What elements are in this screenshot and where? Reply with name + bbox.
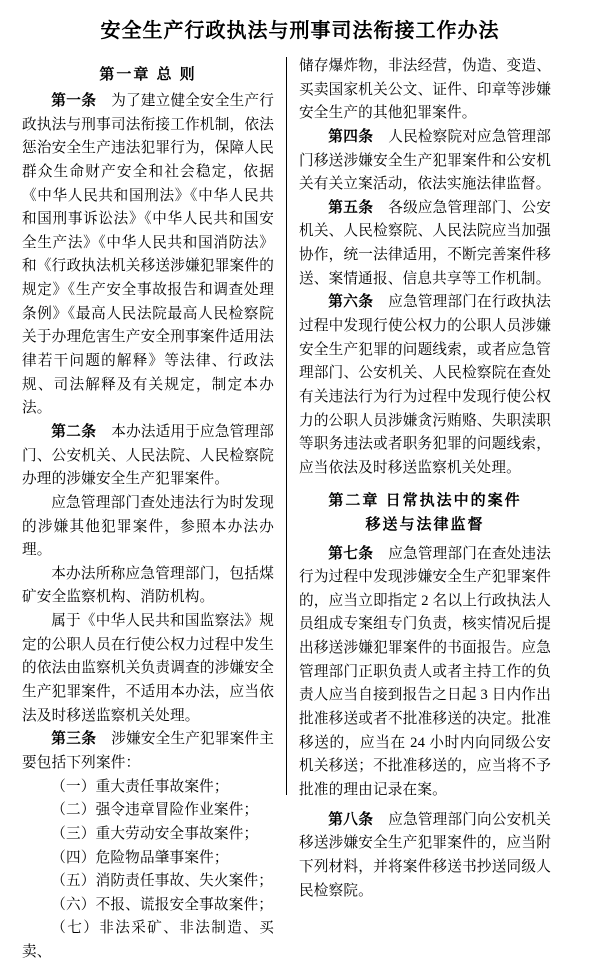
article-paragraph — [299, 197, 551, 292]
list-item: （二）强令违章冒险作业案件； — [51, 802, 259, 819]
article-paragraph — [22, 563, 274, 610]
chapter-heading-2-line1: 第二章 日常执法中的案件 — [328, 491, 522, 509]
article-label: 第七条 — [328, 545, 374, 562]
article-text: 人民检察院对应急管理部门移送涉嫌安全生产犯罪案件和公安机关有关立案活动，依法实施法律监督。 — [299, 128, 552, 193]
article-text: 本办法适用于应急管理部门、公安机关、人民法院、人民检察院办理的涉嫌安全生产犯罪案件。 — [22, 423, 275, 488]
two-column-body — [22, 55, 578, 961]
article-text: 本办法所称应急管理部门，包括煤矿安全监察机构、消防机构。 — [22, 565, 274, 606]
list-item: （六）不报、谎报安全事故案件； — [51, 896, 274, 913]
article-label: 第四条 — [328, 128, 374, 145]
list-item: （五）消防责任事故、失火案件； — [51, 873, 274, 890]
article-paragraph — [299, 543, 551, 803]
article-text: 各级应急管理部门、公安机关、人民检察院、人民法院应当加强协作，统一法律适用，不断完善案件移送、案情通报、信息共享等工作机制。 — [299, 199, 552, 287]
article-paragraph — [299, 809, 551, 904]
article-paragraph — [22, 610, 274, 728]
article-label: 第一条 — [51, 93, 97, 109]
article-text: 为了建立健全安全生产行政执法与刑事司法衔接工作机制，依法惩治安全生产违法犯罪行为，保障人民群众生命财产安全和社会稳定，依据《中华人民共和国刑法》《中华人民共和国刑事诉讼法》《中华人民共和国安全生产法》《中华人民共和国消防法》和《行政执法机关移送涉嫌犯罪案件的规定》《生产安全事故报告和调查处理条例》《最高人民法院最高人民检察院关于办理危害生产安全刑事案件适用法律若干问题的解释》等法律、行政法规、司法解释及有关规定，制定本办法。 — [22, 93, 275, 417]
article-text: 应急管理部门在查处违法行为过程中发现涉嫌安全生产犯罪案件的，应当立即指定 2 名以上行政执法人员组成专案组专门负责，核实情况后提出移送涉嫌犯罪案件的书面报告。应急管理部门正职负责人或者主持工作的负责人应当自接到报告之日起 3 日内作出批准移送或者不批准移送的决定。批准移送的，应当在 24 小时内向同级公安机关移送；不批准移送的，应当将不予批准的理由记录在案。 — [299, 545, 552, 798]
list-item: （三）重大劳动安全事故案件； — [51, 825, 259, 842]
chapter-heading-2 — [299, 489, 551, 537]
chapter-heading-1: 第一章 总 则 — [99, 66, 197, 83]
article-text: 涉嫌安全生产犯罪案件主要包括下列案件： — [22, 731, 275, 771]
article-label: 第六条 — [328, 294, 374, 311]
article-text: 应急管理部门向公安机关移送涉嫌安全生产犯罪案件的，应当附下列材料，并将案件移送书抄送同级人民检察院。 — [299, 811, 552, 899]
list-item: （七）非法采矿、非法制造、买卖、 — [22, 920, 274, 961]
right-column — [287, 55, 552, 899]
article-paragraph — [22, 421, 274, 492]
article-text: 应急管理部门查处违法行为时发现的涉嫌其他犯罪案件，参照本办法办理。 — [22, 494, 274, 559]
article-paragraph — [22, 90, 274, 421]
page-title: 安全生产行政执法与刑事司法衔接工作办法 — [100, 20, 500, 42]
article-label: 第八条 — [328, 811, 374, 828]
article-paragraph — [299, 291, 551, 480]
article-text: 应急管理部门在行政执法过程中发现行使公权力的公职人员涉嫌安全生产犯罪的问题线索，或者应急管理部门、公安机关、人民检察院在查处有关违法行为行为过程中发现行使公权力的公职人员涉嫌贪污贿赂、失职渎职等职务违法或者职务犯罪的问题线索，应当依法及时移送监察机关处理。 — [299, 294, 552, 476]
continuation-paragraph: 储存爆炸物，非法经营，伪造、变造、买卖国家机关公文、证件、印章等涉嫌安全生产的其他犯罪案件。 — [299, 58, 551, 122]
list-item: （四）危险物品肇事案件； — [51, 849, 229, 866]
article-paragraph — [22, 492, 274, 563]
left-column — [22, 55, 286, 961]
article-label: 第五条 — [328, 199, 374, 216]
list-item: （一）重大责任事故案件； — [51, 778, 229, 795]
article-text: 属于《中华人民共和国监察法》规定的公职人员在行使公权力过程中发生的依法由监察机关负责调查的涉嫌安全生产犯罪案件，不适用本办法，应当依法及时移送监察机关处理。 — [22, 613, 274, 724]
article-paragraph — [299, 126, 551, 197]
chapter-heading-2-line2: 移送与法律监督 — [365, 515, 485, 533]
article-label: 第二条 — [51, 423, 97, 440]
article-paragraph — [22, 728, 274, 775]
article-label: 第三条 — [51, 731, 97, 748]
